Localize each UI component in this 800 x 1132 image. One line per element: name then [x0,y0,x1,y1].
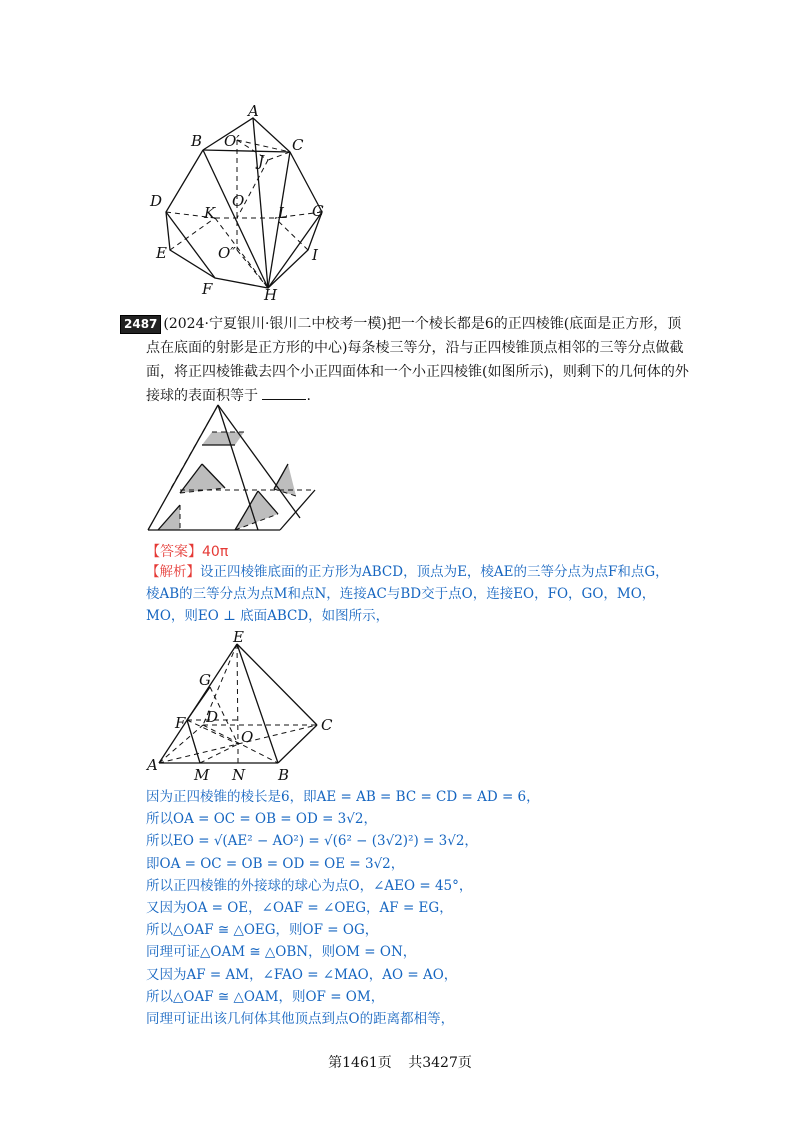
analysis-section [146,561,686,627]
vertex-label-G: G [312,202,324,220]
point-label-F: F [175,714,186,732]
problem-line-3: 面，将正四棱锥截去四个小正四面体和一个小正四棱锥(如图所示)，则剩下的几何体的外 [146,364,689,380]
solution-line: 同理可证△OAM ≅ △OBN，则OM = ON， [146,944,417,961]
solution-steps [146,786,686,1030]
vertex-label-I: I [312,246,318,264]
polyhedron-figure [140,100,360,305]
point-label-A: A [147,756,158,774]
vertex-label-O1: O′ [224,132,240,150]
page-footer [0,1052,800,1072]
point-label-O: O [241,728,254,746]
answer-blank [262,385,306,400]
vertex-label-A: A [248,102,259,120]
pyramid-solid-edges [159,644,317,763]
solution-line: 所以OA = OC = OB = OD = 3√2， [146,811,377,828]
solution-line: 因为正四棱锥的棱长是6，即AE = AB = BC = CD = AD = 6， [146,789,540,805]
truncated-pyramid-figure [140,400,330,535]
solution-line: 即OA = OC = OB = OD = OE = 3√2， [146,855,405,872]
vertex-label-O: O [232,192,245,210]
point-label-E: E [233,630,244,646]
vertex-label-J: J [258,152,265,170]
solution-line: 又因为OA = OE，∠OAF = ∠OEG，AF = EG， [146,899,453,916]
solution-line: 所以正四棱锥的外接球的球心为点O，∠AEO = 45°， [146,877,473,894]
analysis-line-2: 棱AB的三等分点为点M和点N，连接AC与BD交于点O，连接EO，FO，GO，MO， [146,586,656,602]
vertex-label-L: L [278,204,288,222]
polyhedron-hidden-edges [166,140,322,288]
vertex-label-C: C [292,136,304,154]
solution-line: 所以EO = √(AE² − AO²) = √(6² − (3√2)²) = 3√2， [146,833,478,850]
page-number: 第1461页 [328,1055,392,1071]
analysis-tag: 【解析】 [146,564,200,580]
vertex-label-O2: O″ [218,244,236,262]
problem-number-badge: 2487 [120,315,161,334]
vertex-label-D: D [150,192,163,210]
point-label-C: C [321,716,333,734]
point-label-D: D [206,708,219,726]
problem-line-1: (2024·宁夏银川·银川二中校考一模)把一个棱长都是6的正四棱锥(底面是正方形，顶 [163,316,682,332]
solution-line: 同理可证出该几何体其他顶点到点O的距离都相等， [146,1010,455,1027]
pyramid-figure [145,630,345,785]
vertex-label-H: H [264,286,278,304]
solution-line: 所以△OAF ≅ △OEG，则OF = OG， [146,922,379,939]
cut-faces-shaded [158,432,296,530]
pyramid-hidden-edges [159,644,317,763]
vertex-label-F: F [202,280,213,298]
vertex-label-K: K [204,204,216,222]
hidden-edges [170,405,315,530]
point-label-M: M [194,766,210,784]
answer-line [146,541,228,561]
analysis-line-1: 设正四棱锥底面的正方形为ABCD，顶点为E，棱AE的三等分点为点F和点G， [200,564,669,580]
page-total: 共3427页 [408,1055,472,1071]
vertex-label-E: E [156,244,167,262]
analysis-line-3: MO，则EO ⊥ 底面ABCD，如图所示， [146,608,390,624]
point-label-N: N [232,766,246,784]
answer-tag: 【答案】 [146,544,202,560]
problem-line-4-end: . [306,388,311,404]
point-label-B: B [278,766,290,784]
solution-line: 又因为AF = AM，∠FAO = ∠MAO，AO = AO， [146,966,458,983]
problem-line-4: 接球的表面积等于 [146,388,258,404]
vertex-label-B: B [191,132,203,150]
answer-value: 40π [202,544,229,560]
solid-edges [148,405,315,530]
point-label-G: G [199,671,211,689]
problem-line-2: 点在底面的射影是正方形的中心)每条棱三等分，沿与正四棱锥顶点相邻的三等分点做截 [146,340,684,356]
problem-statement [120,312,689,408]
solution-line: 所以△OAF ≅ △OAM，则OF = OM， [146,988,385,1005]
